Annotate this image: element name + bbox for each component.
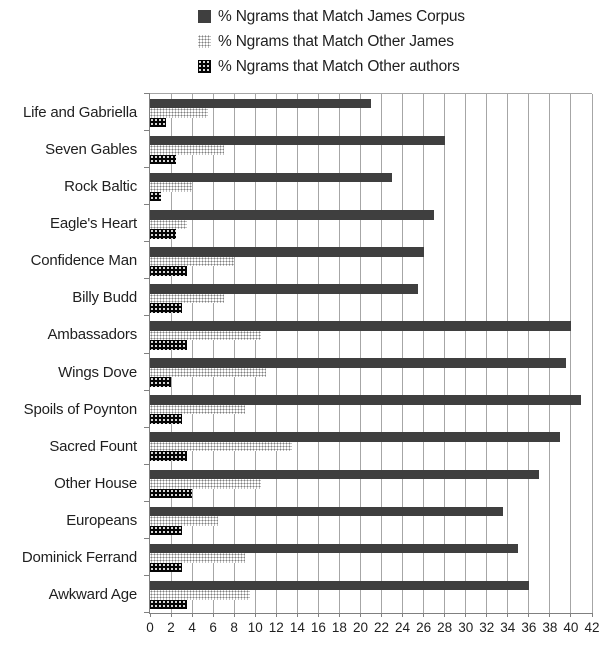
bar [150, 451, 187, 461]
bar [150, 544, 518, 554]
bar [150, 553, 245, 563]
gridline [276, 94, 277, 613]
bar [150, 470, 539, 480]
bar [150, 294, 224, 304]
solid-square-icon [198, 10, 211, 23]
x-tick-label: 38 [542, 620, 558, 635]
gridline [213, 94, 214, 613]
legend-label: % Ngrams that Match Other James [218, 32, 454, 50]
bar [150, 600, 187, 610]
x-axis-tick [192, 613, 193, 617]
gridline [171, 94, 172, 613]
category-axis-tick [144, 390, 150, 391]
x-tick-label: 20 [352, 620, 368, 635]
x-axis-tick [381, 613, 382, 617]
gridline [528, 94, 529, 613]
category-axis-tick [144, 538, 150, 539]
bar [150, 266, 187, 276]
gridline [339, 94, 340, 613]
x-axis-tick [276, 613, 277, 617]
category-axis-tick [144, 278, 150, 279]
x-axis-tick [255, 613, 256, 617]
category-label: Wings Dove [58, 363, 137, 381]
legend-item [198, 29, 465, 54]
bar [150, 145, 224, 155]
category-label: Sacred Fount [49, 437, 137, 455]
category-axis-tick [144, 167, 150, 168]
x-tick-label: 22 [374, 620, 390, 635]
category-label: Life and Gabriella [23, 104, 137, 121]
bar [150, 489, 192, 499]
bar [150, 405, 245, 415]
category-label: Seven Gables [45, 141, 137, 159]
gridline [381, 94, 382, 613]
gridline [360, 94, 361, 613]
gridline [255, 94, 256, 613]
x-axis-tick [171, 613, 172, 617]
x-tick-label: 42 [584, 620, 600, 635]
x-tick-label: 14 [289, 620, 305, 635]
plot-area [149, 93, 592, 614]
gridline [507, 94, 508, 613]
bar [150, 414, 182, 424]
chart-legend [198, 4, 465, 79]
x-axis-tick [465, 613, 466, 617]
x-tick-label: 36 [521, 620, 537, 635]
legend-label: % Ngrams that Match James Corpus [218, 7, 465, 25]
x-tick-label: 28 [437, 620, 453, 635]
bar [150, 479, 261, 489]
bar [150, 377, 171, 387]
x-axis-tick [234, 613, 235, 617]
x-tick-label: 32 [479, 620, 495, 635]
x-tick-label: 30 [458, 620, 474, 635]
gridline [192, 94, 193, 613]
gridline [465, 94, 466, 613]
x-tick-label: 26 [416, 620, 432, 635]
x-tick-label: 24 [395, 620, 411, 635]
category-label: Europeans [66, 511, 137, 529]
gridline [549, 94, 550, 613]
bar [150, 99, 371, 109]
x-axis-tick [507, 613, 508, 617]
bar [150, 340, 187, 350]
x-axis-tick [339, 613, 340, 617]
x-axis-tick [297, 613, 298, 617]
x-tick-label: 8 [230, 620, 238, 635]
x-tick-label: 4 [188, 620, 196, 635]
bar [150, 526, 182, 536]
x-tick-label: 18 [331, 620, 347, 635]
x-axis-tick [213, 613, 214, 617]
x-axis-tick [570, 613, 571, 617]
bar [150, 358, 566, 368]
gridline [486, 94, 487, 613]
bar [150, 331, 261, 341]
gridline [297, 94, 298, 613]
x-axis-tick [486, 613, 487, 617]
bar [150, 118, 166, 128]
category-axis-tick [144, 575, 150, 576]
x-axis-tick [402, 613, 403, 617]
hatched-square-icon [198, 60, 211, 73]
x-axis-tick [360, 613, 361, 617]
bar [150, 247, 424, 257]
legend-item [198, 4, 465, 29]
bar [150, 136, 445, 146]
bar [150, 507, 503, 517]
x-tick-label: 12 [268, 620, 284, 635]
category-label: Ambassadors [47, 326, 137, 344]
bar [150, 108, 208, 118]
gridline [444, 94, 445, 613]
category-label: Billy Budd [72, 289, 137, 307]
dotted-square-icon [198, 35, 211, 48]
x-tick-label: 34 [500, 620, 516, 635]
gridline [592, 94, 593, 613]
x-tick-label: 16 [310, 620, 326, 635]
bar [150, 173, 392, 183]
legend-label: % Ngrams that Match Other authors [218, 57, 460, 75]
x-axis-tick [423, 613, 424, 617]
category-label: Other House [54, 474, 137, 492]
x-axis-tick [528, 613, 529, 617]
x-axis-tick [318, 613, 319, 617]
x-tick-label: 2 [167, 620, 175, 635]
category-axis-labels [0, 94, 143, 613]
gridline [423, 94, 424, 613]
bar [150, 220, 187, 230]
bar [150, 395, 581, 405]
x-tick-label: 0 [146, 620, 154, 635]
category-label: Rock Baltic [64, 178, 137, 196]
bar [150, 182, 192, 192]
legend-item [198, 54, 465, 79]
bar [150, 303, 182, 313]
x-axis-tick [444, 613, 445, 617]
bar [150, 210, 434, 220]
gridline [570, 94, 571, 613]
x-tick-label: 6 [209, 620, 217, 635]
category-label: Dominick Ferrand [21, 548, 137, 566]
category-axis-tick [144, 204, 150, 205]
category-label: Confidence Man [30, 252, 137, 270]
gridline [318, 94, 319, 613]
bar [150, 321, 571, 331]
bar [150, 590, 250, 600]
bar [150, 229, 176, 239]
x-tick-label: 40 [563, 620, 579, 635]
bar [150, 155, 176, 165]
category-axis-tick [144, 353, 150, 354]
bar [150, 516, 218, 526]
category-axis-tick [144, 130, 150, 131]
gridline [234, 94, 235, 613]
bar [150, 192, 161, 202]
category-label: Spoils of Poynton [23, 400, 137, 418]
gridline [402, 94, 403, 613]
bar [150, 284, 418, 294]
category-axis-tick [144, 464, 150, 465]
category-label: Eagle's Heart [50, 215, 137, 233]
category-axis-tick [144, 427, 150, 428]
x-axis-tick [150, 613, 151, 617]
x-axis-tick [592, 613, 593, 617]
category-axis-tick [144, 241, 150, 242]
category-axis-tick [144, 315, 150, 316]
category-axis-tick [144, 93, 150, 94]
bar [150, 581, 529, 591]
bar [150, 257, 234, 267]
bar [150, 432, 560, 442]
x-tick-label: 10 [247, 620, 263, 635]
x-axis-tick [549, 613, 550, 617]
bar [150, 368, 266, 378]
category-axis-tick [144, 501, 150, 502]
bar [150, 442, 292, 452]
bar [150, 563, 182, 573]
category-label: Awkward Age [48, 585, 137, 603]
